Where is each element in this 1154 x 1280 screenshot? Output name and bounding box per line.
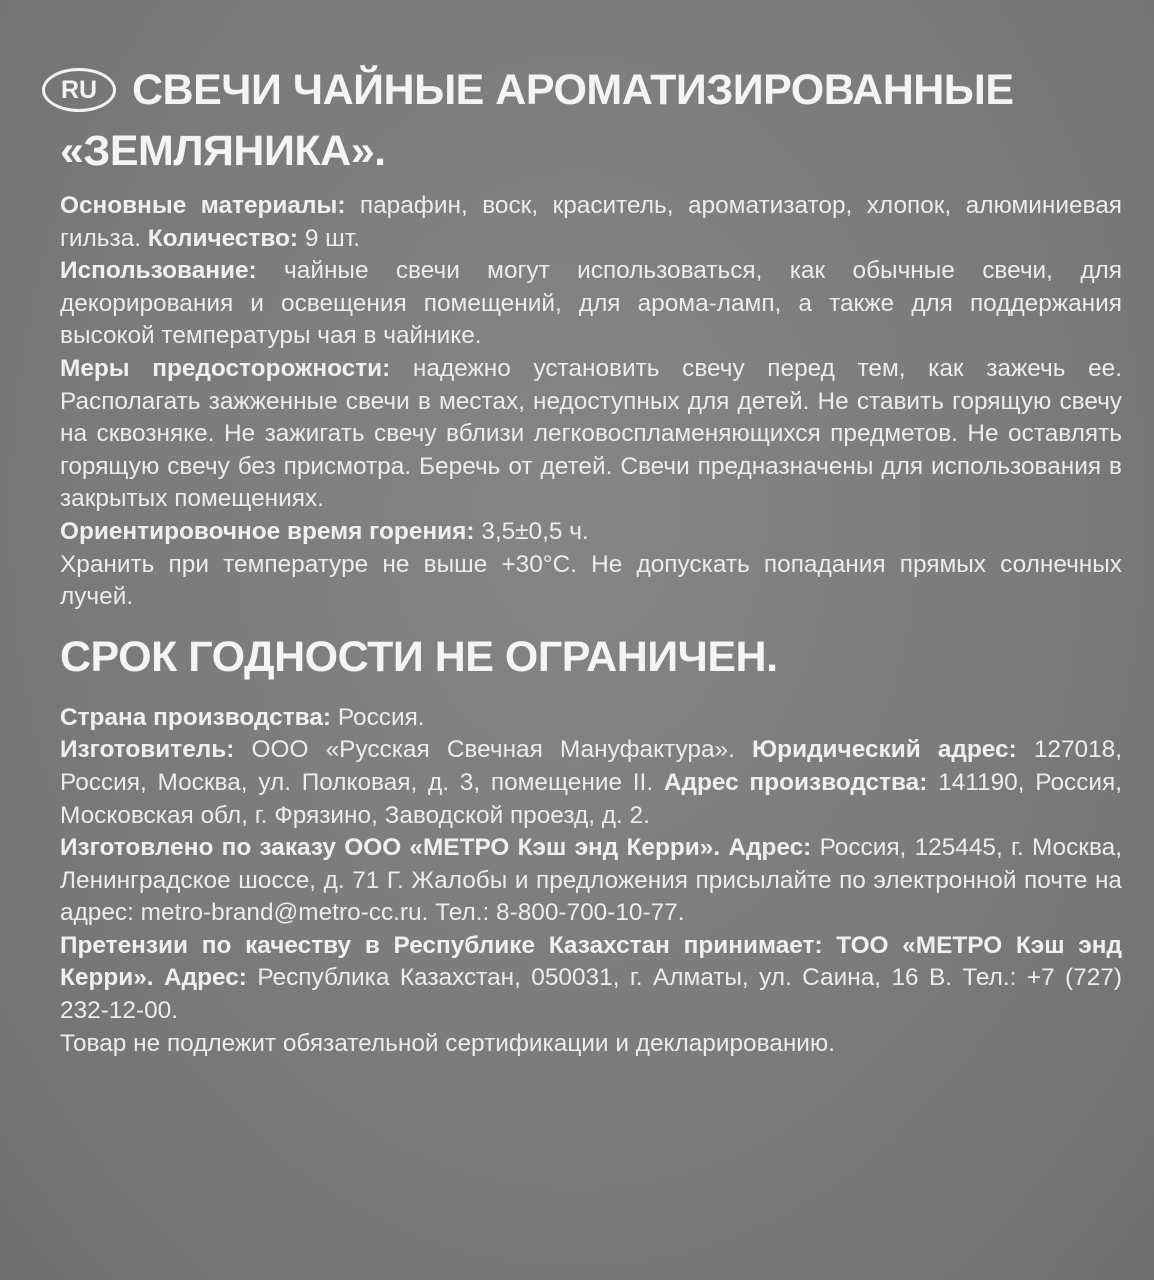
certification-text: Товар не подлежит обязательной сертификации и декларированию.: [60, 1029, 835, 1057]
storage-paragraph: [60, 549, 1122, 614]
product-title: СВЕЧИ ЧАЙНЫЕ АРОМАТИЗИРОВАННЫЕ: [132, 66, 1014, 114]
usage-label: Использование:: [60, 257, 257, 285]
country-text: Россия.: [337, 703, 425, 731]
quantity-label: Количество:: [147, 224, 299, 252]
kz-address-text: Республика Казахстан, 050031, г. Алматы, ул. Саина, 16 В. Тел.: +7 (727) 232-12-00.: [60, 964, 1122, 1025]
country-paragraph: [60, 702, 1122, 735]
usage-text: чайные свечи могут использоваться, как обычные свечи, для декорирования и освещения помещений, для арома-ламп, а также для поддержания высокой температуры чая в чайнике.: [60, 257, 1122, 350]
manufacturer-paragraph: [60, 734, 1122, 832]
production-address-label: Адрес производства:: [663, 768, 928, 796]
title-row: [42, 62, 1104, 118]
production-address-text: 141190, Россия, Московская обл, г. Фрязино, Заводской проезд, д. 2.: [60, 768, 1123, 829]
usage-paragraph: [60, 255, 1122, 353]
country-label: Страна производства:: [60, 703, 332, 731]
ordered-paragraph: [60, 832, 1122, 930]
shelf-life-heading: СРОК ГОДНОСТИ НЕ ОГРАНИЧЕН.: [60, 632, 778, 681]
manufacturer-info: [60, 702, 1122, 1061]
address-label: Адрес:: [728, 834, 812, 862]
legal-address-text: 127018, Россия, Москва, ул. Полковая, д. 3, помещение II.: [60, 736, 1123, 796]
precautions-paragraph: [60, 353, 1122, 516]
materials-label: Основные материалы:: [60, 192, 346, 219]
storage-text: Хранить при температуре не выше +30°С. Не допускать попадания прямых солнечных лучей.: [60, 550, 1122, 611]
materials-text: парафин, воск, краситель, ароматизатор, хлопок, алюминиевая гильза.: [60, 192, 1123, 252]
product-label: [60, 62, 1122, 1060]
burn-time-paragraph: [60, 516, 1122, 549]
claims-label: Претензии по качеству в Республике Казахстан принимает: ТОО «МЕТРО Кэш энд Керри».: [60, 931, 1122, 992]
kz-address-label: Адрес:: [163, 964, 247, 992]
claims-paragraph: [60, 930, 1122, 1028]
quantity-text: 9 шт.: [304, 224, 360, 252]
burn-time-text: 3,5±0,5 ч.: [481, 517, 589, 545]
ordered-label: Изготовлено по заказу ООО «МЕТРО Кэш энд Керри».: [60, 834, 721, 862]
certification-paragraph: [60, 1028, 1122, 1061]
manufacturer-label: Изготовитель:: [60, 736, 235, 764]
materials-paragraph: [60, 190, 1122, 255]
manufacturer-text: ООО «Русская Свечная Мануфактура».: [251, 736, 735, 764]
precautions-text: надежно установить свечу перед тем, как зажечь ее. Располагать зажженные свечи в местах, недоступных для детей. Не ставить горящую свечу на сквозняке. Не зажигать свечу вблизи легковоспламеняющихся предметов. Не оставлять горящую свечу без присмотра. Беречь от детей. Свечи предназначены для использования в закрытых помещениях.: [60, 354, 1122, 513]
address-text: Россия, 125445, г. Москва, Ленинградское шоссе, д. 71 Г. Жалобы и предложения присылайте по электронной почте на адрес: metro-brand@metro-cc.ru. Тел.: 8-800-700-10-77.: [60, 834, 1123, 927]
product-subtitle: «ЗЕМЛЯНИКА».: [60, 127, 386, 175]
product-info: [60, 190, 1122, 614]
burn-time-label: Ориентировочное время горения:: [60, 517, 475, 545]
precautions-label: Меры предосторожности:: [60, 354, 391, 382]
ru-language-badge: RU: [42, 68, 116, 112]
legal-address-label: Юридический адрес:: [752, 736, 1017, 764]
